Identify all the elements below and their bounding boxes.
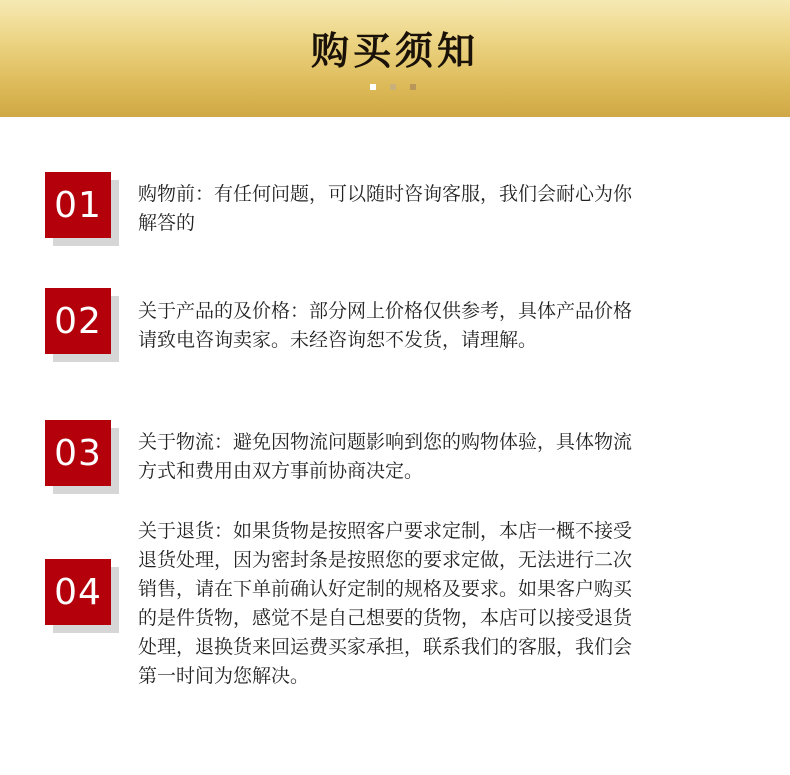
header-banner: [0, 0, 790, 117]
notice-text: [138, 180, 738, 238]
title-decoration-dots: [370, 84, 416, 90]
notice-line: 方式和费用由双方事前协商决定。: [138, 460, 424, 482]
number-badge: [45, 559, 119, 633]
notice-line: 请致电咨询卖家。未经咨询恕不发货，请理解。: [138, 329, 538, 351]
notice-line: 关于产品的及价格：部分网上价格仅供参考，具体产品价格: [138, 300, 633, 322]
decoration-dot: [390, 84, 396, 90]
notice-line: 的是件货物，感觉不是自己想要的货物，本店可以接受退货: [138, 607, 633, 629]
notice-line: 第一时间为您解决。: [138, 665, 310, 687]
notice-text: [138, 428, 738, 486]
decoration-dot: [410, 84, 416, 90]
notice-text: [138, 297, 738, 355]
notice-line: 购物前：有任何问题，可以随时咨询客服，我们会耐心为你: [138, 183, 633, 205]
number-label: 03: [45, 420, 111, 486]
number-label: 01: [45, 172, 111, 238]
page-title: 购买须知: [310, 29, 479, 73]
notice-line: 销售，请在下单前确认好定制的规格及要求。如果客户购买: [138, 578, 633, 600]
notice-line: 处理，退换货来回运费买家承担，联系我们的客服，我们会: [138, 636, 633, 658]
notice-line: 解答的: [138, 212, 196, 234]
notice-line: 关于退货：如果货物是按照客户要求定制，本店一概不接受: [138, 520, 633, 542]
number-badge: [45, 288, 119, 362]
number-label: 02: [45, 288, 111, 354]
notice-text: [138, 517, 738, 691]
notice-line: 关于物流：避免因物流问题影响到您的购物体验，具体物流: [138, 431, 633, 453]
number-label: 04: [45, 559, 111, 625]
notice-line: 退货处理，因为密封条是按照您的要求定做，无法进行二次: [138, 549, 633, 571]
number-badge: [45, 420, 119, 494]
number-badge: [45, 172, 119, 246]
decoration-dot: [370, 84, 376, 90]
